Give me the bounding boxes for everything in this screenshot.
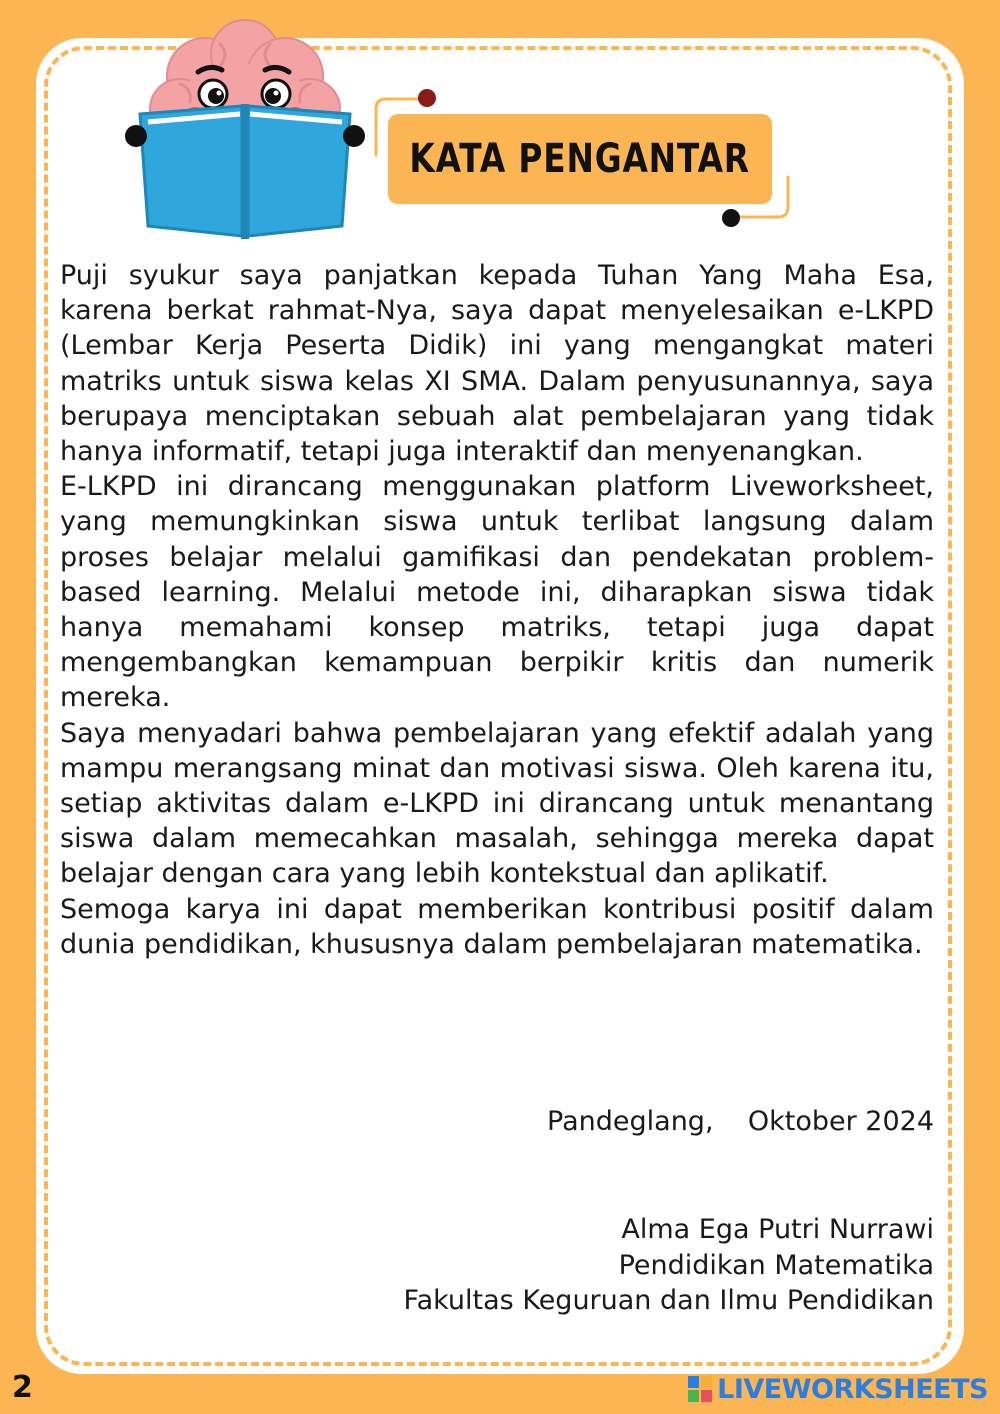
author-name: Alma Ega Putri Nurrawi bbox=[621, 1214, 934, 1245]
signature-block bbox=[404, 1212, 934, 1319]
place-date: Pandeglang, Oktober 2024 bbox=[547, 1106, 934, 1137]
brand-name: LIVEWORKSHEETS bbox=[717, 1373, 988, 1405]
paragraph: Puji syukur saya panjatkan kepada Tuhan Yang Maha Esa, karena berkat rahmat-Nya, saya dapat menyelesaikan e-LKPD (Lembar Kerja Peserta Didik) ini yang mengangkat materi matriks untuk siswa kelas XI SMA. Dalam penyusunannya, saya berupaya menciptakan sebuah alat pembelajaran yang tidak hanya informatif, tetapi juga interaktif dan menyenangkan. bbox=[60, 260, 934, 468]
paragraph: Saya menyadari bahwa pembelajaran yang efektif adalah yang mampu merangsang minat dan motivasi siswa. Oleh karena itu, setiap aktivitas dalam e-LKPD ini dirancang untuk menantang siswa dalam memecahkan masalah, sehingga mereka dapat belajar dengan cara yang lebih kontekstual dan aplikatif. bbox=[60, 717, 934, 890]
paragraph: Semoga karya ini dapat memberikan kontribusi positif dalam dunia pendidikan, khususnya dalam pembelajaran matematika. bbox=[60, 893, 934, 960]
brand-watermark bbox=[687, 1372, 988, 1406]
study-program: Pendidikan Matematika bbox=[618, 1249, 934, 1281]
page-number: 2 bbox=[12, 1370, 33, 1405]
page-title: KATA PENGANTAR bbox=[409, 136, 751, 182]
paragraph: E-LKPD ini dirancang menggunakan platform Liveworksheet, yang memungkinkan siswa untuk terlibat langsung dalam proses belajar melalui gamifikasi dan pendekatan problem-based learning. Melalui metode ini, diharapkan siswa tidak hanya memahami konsep matriks, tetapi juga dapat mengembangkan kemampuan berpikir kritis dan numerik mereka. bbox=[60, 471, 934, 714]
liveworksheets-logo-icon bbox=[687, 1374, 713, 1404]
faculty-name: Fakultas Keguruan dan Ilmu Pendidikan bbox=[403, 1285, 934, 1316]
brain-reading-book-icon bbox=[120, 14, 370, 244]
preface-body bbox=[60, 258, 934, 962]
title-banner bbox=[388, 114, 772, 204]
